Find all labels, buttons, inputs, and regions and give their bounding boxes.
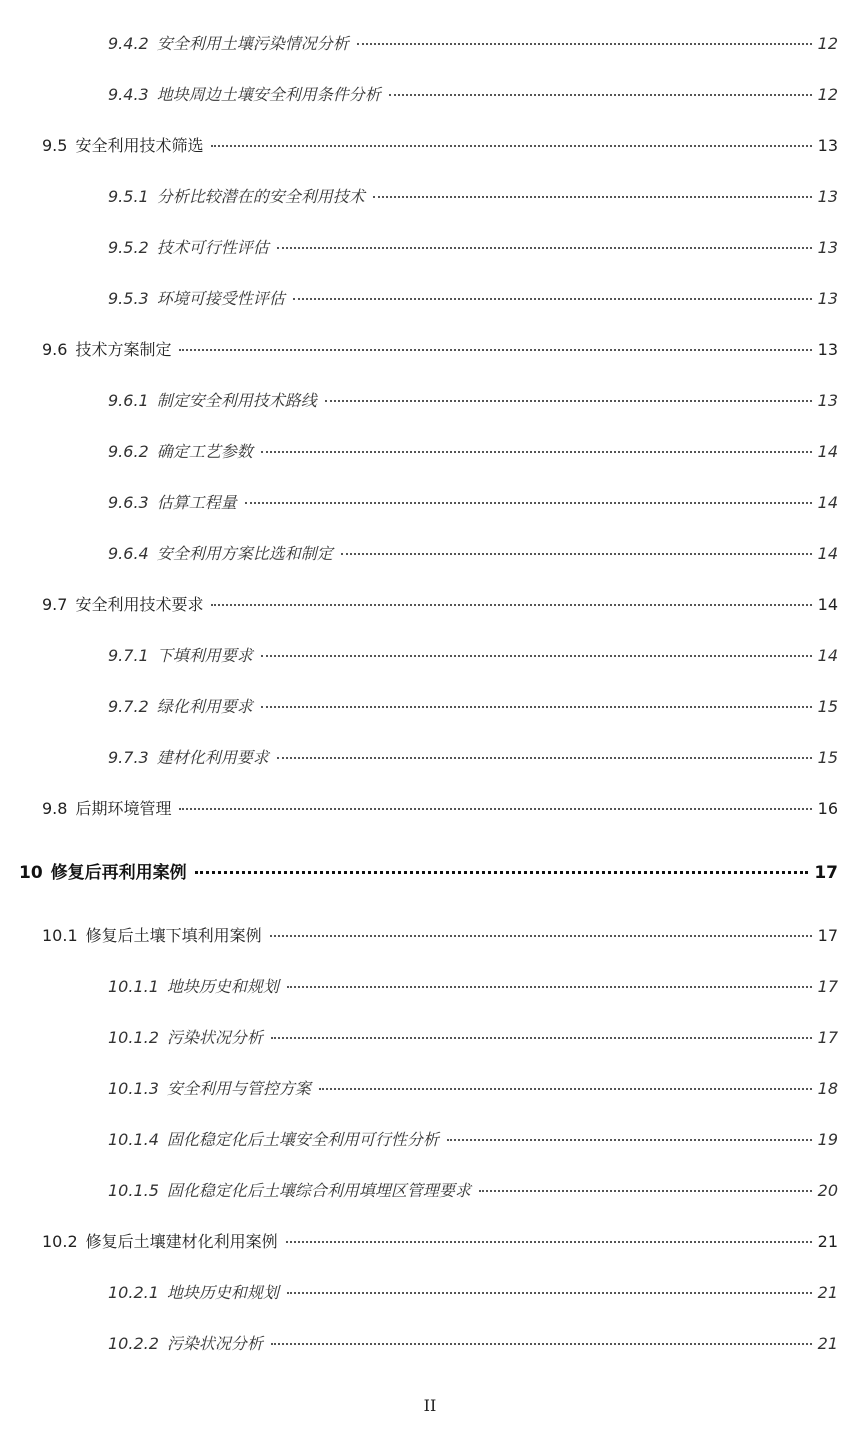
toc-entry[interactable]: [42, 1229, 838, 1252]
toc-leader-dots: [270, 935, 812, 937]
toc-entry[interactable]: [108, 1280, 838, 1303]
toc-entry-page: 15: [817, 697, 838, 716]
toc-entry-title: 安全利用方案比选和制定: [156, 544, 333, 563]
toc-entry-number: 10.2.1: [108, 1283, 159, 1302]
toc-leader-dots: [277, 247, 812, 249]
toc-leader-dots: [479, 1190, 812, 1192]
toc-entry-page: 16: [817, 799, 838, 818]
toc-entry-number: 10.2.2: [108, 1334, 159, 1353]
toc-entry-title: 制定安全利用技术路线: [156, 391, 317, 410]
toc-leader-dots: [325, 400, 812, 402]
toc-leader-dots: [261, 706, 812, 708]
toc-entry-number: 10.1.2: [108, 1028, 159, 1047]
toc-entry-title: 技术方案制定: [75, 340, 172, 359]
toc-entry[interactable]: [108, 388, 838, 411]
toc-entry-number: 10.1.1: [108, 977, 159, 996]
toc-entry-title: 下填利用要求: [156, 646, 253, 665]
toc-entry-number: 9.6: [42, 340, 68, 359]
toc-leader-dots: [287, 1292, 812, 1294]
toc-entry-page: 14: [817, 442, 838, 461]
toc-entry-number: 9.6.4: [108, 544, 149, 563]
toc-entry[interactable]: [108, 745, 838, 768]
toc-entry-number: 9.5: [42, 136, 68, 155]
toc-entry-page: 14: [817, 595, 838, 614]
toc-entry-page: 17: [817, 1028, 838, 1047]
toc-leader-dots: [261, 451, 812, 453]
toc-entry-number: 9.6.3: [108, 493, 149, 512]
toc-entry-number: 9.4.3: [108, 85, 149, 104]
toc-leader-dots: [271, 1343, 812, 1345]
toc-entry-title: 固化稳定化后土壤综合利用填埋区管理要求: [166, 1181, 471, 1200]
toc-entry-number: 10.1.5: [108, 1181, 159, 1200]
toc-entry-number: 9.6.2: [108, 442, 149, 461]
toc-entry-number: 9.8: [42, 799, 68, 818]
toc-entry[interactable]: [108, 184, 838, 207]
toc-entry-title: 固化稳定化后土壤安全利用可行性分析: [166, 1130, 439, 1149]
toc-entry-title: 地块历史和规划: [166, 1283, 279, 1302]
toc-leader-dots: [447, 1139, 812, 1141]
toc-entry-number: 10: [19, 863, 43, 883]
toc-entry-title: 绿化利用要求: [156, 697, 253, 716]
toc-entry-page: 13: [817, 238, 838, 257]
toc-entry-page: 12: [817, 85, 838, 104]
toc-entry-title: 建材化利用要求: [156, 748, 269, 767]
toc-leader-dots: [389, 94, 812, 96]
toc-entry-title: 确定工艺参数: [156, 442, 253, 461]
toc-entry[interactable]: [108, 694, 838, 717]
toc-entry-number: 9.4.2: [108, 34, 149, 53]
toc-entry-number: 9.7.3: [108, 748, 149, 767]
toc-entry[interactable]: [42, 923, 838, 946]
toc-entry[interactable]: [108, 286, 838, 309]
toc-leader-dots: [319, 1088, 812, 1090]
toc-entry-number: 9.7.1: [108, 646, 149, 665]
toc-entry[interactable]: [108, 1178, 838, 1201]
toc-entry-page: 13: [817, 136, 838, 155]
toc-entry[interactable]: [108, 31, 838, 54]
toc-entry-page: 13: [817, 391, 838, 410]
toc-entry-number: 10.2: [42, 1232, 78, 1251]
toc-entry-page: 17: [817, 977, 838, 996]
toc-entry-page: 21: [817, 1232, 838, 1251]
toc-entry-title: 安全利用技术筛选: [75, 136, 204, 155]
toc-entry[interactable]: [108, 235, 838, 258]
toc-entry-page: 14: [817, 493, 838, 512]
toc-entry-title: 修复后再利用案例: [50, 863, 187, 883]
toc-leader-dots: [179, 808, 811, 810]
toc-entry-title: 安全利用技术要求: [75, 595, 204, 614]
toc-entry-chapter[interactable]: [19, 858, 838, 883]
toc-entry-page: 14: [817, 646, 838, 665]
toc-entry-title: 修复后土壤下填利用案例: [85, 926, 262, 945]
toc-entry-page: 12: [817, 34, 838, 53]
toc-entry-title: 后期环境管理: [75, 799, 172, 818]
toc-entry-title: 估算工程量: [156, 493, 237, 512]
toc-leader-dots: [277, 757, 812, 759]
page-number: II: [423, 1396, 437, 1415]
toc-leader-dots: [341, 553, 812, 555]
toc-entry-number: 10.1.3: [108, 1079, 159, 1098]
toc-leader-dots: [293, 298, 812, 300]
toc-entry-page: 13: [817, 340, 838, 359]
toc-leader-dots: [286, 1241, 812, 1243]
toc-entry-page: 18: [817, 1079, 838, 1098]
toc-entry-number: 9.6.1: [108, 391, 149, 410]
toc-entry[interactable]: [108, 1076, 838, 1099]
toc-entry-title: 环境可接受性评估: [156, 289, 285, 308]
toc-leader-dots: [245, 502, 812, 504]
toc-entry-page: 19: [817, 1130, 838, 1149]
toc-entry-page: 17: [817, 926, 838, 945]
toc-leader-dots: [373, 196, 812, 198]
toc-entry-number: 9.5.2: [108, 238, 149, 257]
toc-leader-dots: [357, 43, 812, 45]
toc-entry[interactable]: [42, 796, 838, 819]
toc-entry[interactable]: [108, 439, 838, 462]
toc-entry-number: 9.5.3: [108, 289, 149, 308]
toc-entry[interactable]: [108, 82, 838, 105]
toc-entry-title: 分析比较潜在的安全利用技术: [156, 187, 365, 206]
toc-entry-page: 13: [817, 289, 838, 308]
toc-entry[interactable]: [108, 974, 838, 997]
toc-leader-dots: [271, 1037, 812, 1039]
toc-leader-dots: [211, 604, 811, 606]
toc-entry-number: 10.1: [42, 926, 78, 945]
toc-entry-number: 9.5.1: [108, 187, 149, 206]
toc-leader-dots: [261, 655, 812, 657]
toc-entry-page: 14: [817, 544, 838, 563]
toc-entry[interactable]: [42, 337, 838, 360]
toc-entry-title: 修复后土壤建材化利用案例: [85, 1232, 278, 1251]
toc-entry-title: 地块周边土壤安全利用条件分析: [156, 85, 381, 104]
toc-entry[interactable]: [42, 133, 838, 156]
toc-entry-number: 10.1.4: [108, 1130, 159, 1149]
toc-entry-page: 21: [817, 1334, 838, 1353]
toc-entry-page: 15: [817, 748, 838, 767]
toc-entry[interactable]: [108, 1025, 838, 1048]
toc-leader-dots: [179, 349, 811, 351]
toc-leader-dots: [287, 986, 812, 988]
toc-entry-number: 9.7: [42, 595, 68, 614]
toc-entry-title: 污染状况分析: [166, 1334, 263, 1353]
toc-entry-title: 技术可行性评估: [156, 238, 269, 257]
toc-entry-title: 安全利用土壤污染情况分析: [156, 34, 349, 53]
toc-entry-page: 13: [817, 187, 838, 206]
toc-entry[interactable]: [108, 643, 838, 666]
toc-entry[interactable]: [108, 1331, 838, 1354]
toc-entry-page: 17: [814, 863, 838, 883]
toc-leader-dots: [211, 145, 811, 147]
toc-entry-title: 地块历史和规划: [166, 977, 279, 996]
toc-entry-page: 21: [817, 1283, 838, 1302]
toc-entry-title: 污染状况分析: [166, 1028, 263, 1047]
toc-entry[interactable]: [108, 1127, 838, 1150]
toc-entry[interactable]: [108, 541, 838, 564]
toc-entry-number: 9.7.2: [108, 697, 149, 716]
toc-entry-page: 20: [817, 1181, 838, 1200]
toc-entry[interactable]: [108, 490, 838, 513]
toc-leader-dots: [195, 871, 809, 874]
toc-entry[interactable]: [42, 592, 838, 615]
toc-entry-title: 安全利用与管控方案: [166, 1079, 311, 1098]
